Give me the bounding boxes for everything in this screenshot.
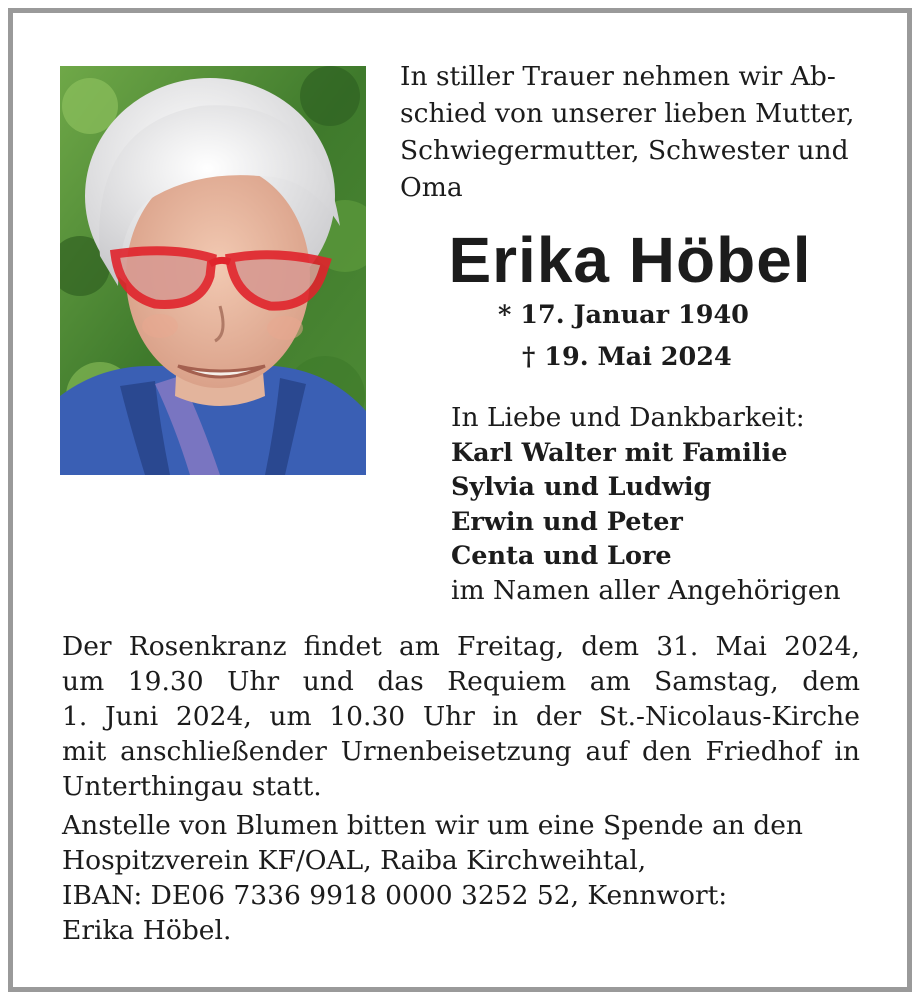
donation-line: IBAN: DE06 7336 9918 0000 3252 52, Kennwort: — [62, 880, 728, 911]
birth-date: * 17. Januar 1940 — [498, 300, 749, 330]
intro-line: Oma — [400, 172, 463, 203]
service-word: Freitag, — [457, 631, 565, 662]
mourners-closing: im Namen aller Angehörigen — [451, 574, 841, 606]
service-word: in — [834, 736, 860, 767]
service-word: Uhr — [422, 701, 475, 732]
service-word: mit — [62, 736, 107, 767]
service-word: um — [269, 701, 312, 732]
service-word: in — [492, 701, 519, 732]
service-word: am — [398, 631, 440, 662]
service-word: am — [589, 666, 631, 697]
death-date: † 19. Mai 2024 — [522, 342, 732, 372]
donation-line: Erika Höbel. — [62, 915, 232, 946]
service-word: 2024, — [784, 631, 860, 662]
service-line — [62, 699, 860, 734]
service-word: Juni — [104, 701, 159, 732]
service-word: 10.30 — [329, 701, 406, 732]
service-line — [62, 734, 860, 769]
intro-line: In stiller Trauer nehmen wir Ab- — [400, 61, 836, 92]
service-line — [62, 629, 860, 664]
mourner-name: Centa und Lore — [451, 541, 672, 571]
service-word: findet — [303, 631, 382, 662]
service-line: Unterthingau statt. — [62, 771, 322, 802]
service-word: Requiem — [447, 666, 567, 697]
service-word: Samstag, — [654, 666, 779, 697]
service-word: dem — [581, 631, 640, 662]
mourners-intro: In Liebe und Dankbarkeit: — [451, 402, 805, 433]
service-word: Uhr — [227, 666, 280, 697]
donation-request — [62, 808, 862, 948]
service-word: 2024, — [175, 701, 252, 732]
service-word: Rosenkranz — [128, 631, 287, 662]
donation-line: Hospitzverein KF/OAL, Raiba Kirchweihtal, — [62, 845, 647, 876]
service-word: und — [302, 666, 354, 697]
service-word: das — [377, 666, 424, 697]
service-word: 1. — [62, 701, 88, 732]
service-word: 19.30 — [127, 666, 204, 697]
service-word: Mai — [715, 631, 767, 662]
intro-line: Schwiegermutter, Schwester und — [400, 135, 849, 166]
service-word: um — [62, 666, 105, 697]
service-word: Urnenbeisetzung — [340, 736, 572, 767]
intro-line: schied von unserer lieben Mutter, — [400, 98, 855, 129]
service-word: St.-Nicolaus-Kirche — [598, 701, 860, 732]
mourner-name: Erwin und Peter — [451, 506, 683, 537]
deceased-name: Erika Höbel — [448, 224, 812, 296]
mourner-name: Karl Walter mit Familie — [451, 437, 788, 468]
service-line — [62, 664, 860, 699]
service-word: anschließender — [120, 736, 327, 767]
portrait-photo — [60, 66, 366, 475]
donation-line: Anstelle von Blumen bitten wir um eine Spende an den — [62, 810, 803, 841]
mourners-list — [451, 401, 891, 608]
service-word: dem — [802, 666, 860, 697]
service-word: den — [641, 736, 692, 767]
service-word: 31. — [656, 631, 699, 662]
service-word: der — [535, 701, 582, 732]
service-announcement — [62, 629, 860, 804]
service-word: Friedhof — [705, 736, 821, 767]
service-word: auf — [585, 736, 629, 767]
intro-text — [400, 58, 870, 206]
service-word: Der — [62, 631, 112, 662]
mourner-name: Sylvia und Ludwig — [451, 472, 712, 502]
